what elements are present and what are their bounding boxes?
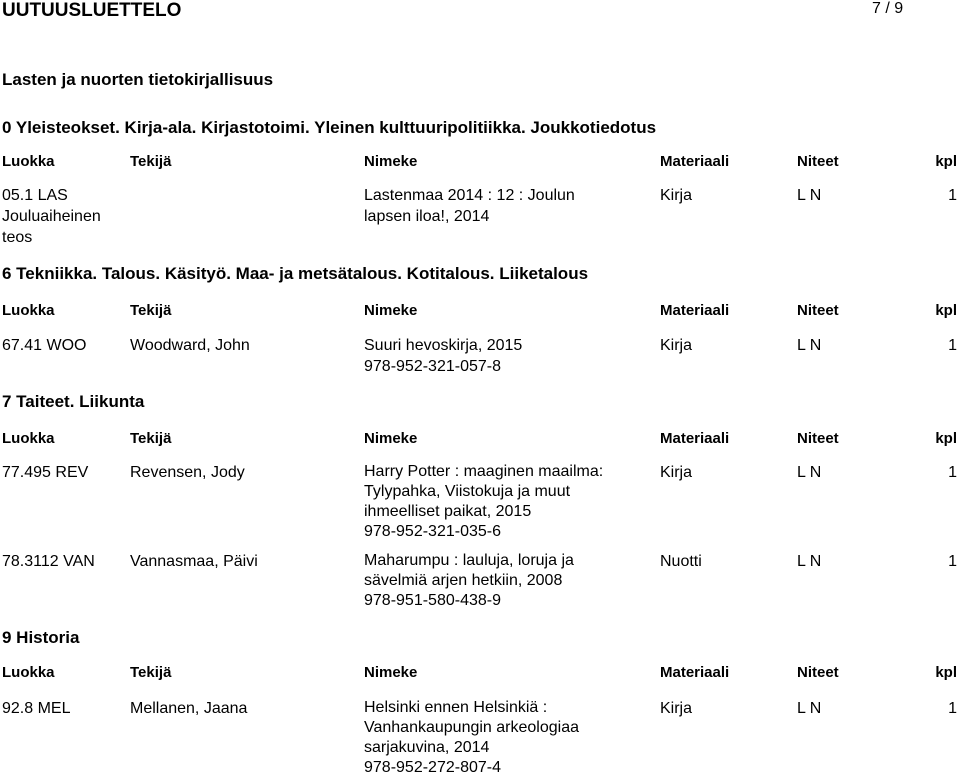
document-title: UUTUUSLUETTELO bbox=[2, 0, 182, 21]
column-header: Materiaali bbox=[660, 664, 730, 681]
cell-niteet: L N bbox=[797, 553, 822, 570]
column-header: Tekijä bbox=[130, 430, 172, 447]
column-header: Niteet bbox=[797, 430, 839, 447]
section-heading: 6 Tekniikka. Talous. Käsityö. Maa- ja metsätalous. Kotitalous. Liiketalous bbox=[2, 264, 589, 283]
cell-niteet: L N bbox=[797, 187, 822, 204]
cell-materiaali: Kirja bbox=[660, 337, 693, 354]
column-header: Nimeke bbox=[364, 664, 418, 681]
section-heading: 0 Yleisteokset. Kirja-ala. Kirjastotoimi. Yleinen kulttuuripolitiikka. Joukkotiedotus bbox=[2, 118, 657, 137]
cell-luokka: 92.8 MEL bbox=[2, 700, 71, 717]
cell-luokka: 67.41 WOO bbox=[2, 337, 87, 354]
category-heading: Lasten ja nuorten tietokirjallisuus bbox=[2, 70, 274, 89]
cell-materiaali: Nuotti bbox=[660, 553, 702, 570]
column-header: Niteet bbox=[797, 664, 839, 681]
page-number: 7 / 9 bbox=[872, 0, 904, 17]
column-header: kpl bbox=[935, 302, 957, 319]
cell-materiaali: Kirja bbox=[660, 187, 693, 204]
cell-materiaali: Kirja bbox=[660, 464, 693, 481]
column-header: Luokka bbox=[2, 153, 55, 170]
cell-tekija: Revensen, Jody bbox=[130, 464, 245, 481]
column-header: kpl bbox=[935, 664, 957, 681]
section-heading: 9 Historia bbox=[2, 628, 80, 647]
column-header: kpl bbox=[935, 153, 957, 170]
cell-kpl: 1 bbox=[948, 464, 957, 481]
cell-materiaali: Kirja bbox=[660, 700, 693, 717]
column-header: Nimeke bbox=[364, 153, 418, 170]
cell-luokka: 77.495 REV bbox=[2, 464, 89, 481]
column-header: Luokka bbox=[2, 664, 55, 681]
cell-nimeke: Maharumpu : lauluja, loruja ja sävelmiä arjen hetkiin, 2008 978-951-580-438-9 bbox=[364, 552, 574, 609]
column-header: Niteet bbox=[797, 153, 839, 170]
column-header: Nimeke bbox=[364, 302, 418, 319]
cell-tekija: Woodward, John bbox=[130, 337, 250, 354]
cell-nimeke: Harry Potter : maaginen maailma: Tylypahka, Viistokuja ja muut ihmeelliset paikat, 2015 978-952-321-035-6 bbox=[364, 463, 604, 540]
section-heading: 7 Taiteet. Liikunta bbox=[2, 392, 145, 411]
column-header: Tekijä bbox=[130, 302, 172, 319]
cell-kpl: 1 bbox=[948, 553, 957, 570]
cell-nimeke: Lastenmaa 2014 : 12 : Joulun lapsen iloa!, 2014 bbox=[364, 187, 575, 225]
cell-luokka: 78.3112 VAN bbox=[2, 553, 95, 570]
column-header: Luokka bbox=[2, 430, 55, 447]
cell-tekija: Vannasmaa, Päivi bbox=[130, 553, 258, 570]
column-header: Tekijä bbox=[130, 153, 172, 170]
cell-kpl: 1 bbox=[948, 700, 957, 717]
cell-luokka: 05.1 LAS Jouluaiheinen teos bbox=[2, 187, 101, 246]
cell-tekija: Mellanen, Jaana bbox=[130, 700, 248, 717]
column-header: kpl bbox=[935, 430, 957, 447]
column-header: Materiaali bbox=[660, 302, 730, 319]
cell-kpl: 1 bbox=[948, 337, 957, 354]
cell-nimeke: Suuri hevoskirja, 2015 978-952-321-057-8 bbox=[364, 337, 523, 375]
column-header: Niteet bbox=[797, 302, 839, 319]
cell-nimeke: Helsinki ennen Helsinkiä : Vanhankaupungin arkeologiaa sarjakuvina, 2014 978-952-272-807-4 bbox=[364, 699, 579, 776]
column-header: Nimeke bbox=[364, 430, 418, 447]
cell-niteet: L N bbox=[797, 464, 822, 481]
cell-niteet: L N bbox=[797, 337, 822, 354]
column-header: Luokka bbox=[2, 302, 55, 319]
cell-kpl: 1 bbox=[948, 187, 957, 204]
column-header: Materiaali bbox=[660, 430, 730, 447]
column-header: Tekijä bbox=[130, 664, 172, 681]
cell-niteet: L N bbox=[797, 700, 822, 717]
column-header: Materiaali bbox=[660, 153, 730, 170]
